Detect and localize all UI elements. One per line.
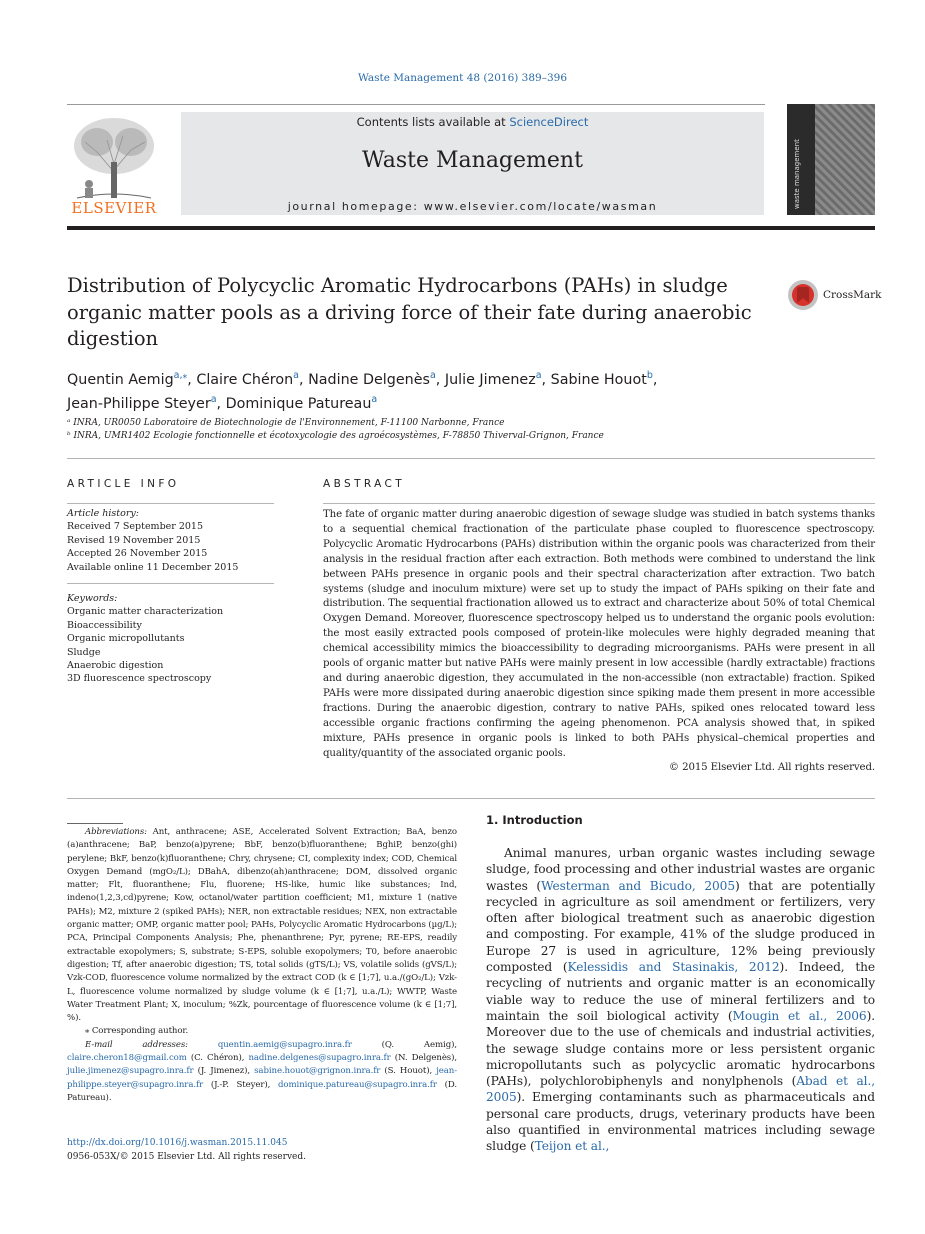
intro-paragraph [486, 845, 875, 1155]
journal-name: Waste Management [362, 148, 583, 173]
email-label: E-mail addresses: [85, 1039, 188, 1050]
body-rule [67, 798, 875, 799]
issn-line: 0956-053X/© 2015 Elsevier Ltd. All rights reserved. [67, 1151, 306, 1162]
history-label: Article history: [67, 508, 139, 519]
cover-spine [787, 104, 815, 215]
author-affiliation-mark[interactable]: a [210, 393, 217, 405]
cover-title: waste management [793, 139, 801, 209]
author-affiliation-mark[interactable]: a,⁎ [173, 370, 188, 381]
intro-text: ). Indeed, the recycling of nutrients and organic matter is an economically viable way to reduce the use of mineral fertilizers and to maintain the soil biological activity ( [486, 960, 875, 1023]
crossmark-label[interactable]: CrossMark [823, 289, 882, 301]
author-name: Quentin Aemig [67, 371, 174, 388]
intro-text: ) that are potentially recycled in agriculture as soil amendment or fertilizers, very often after biological treatment such as anaerobic digestion and composting. For example, 41% of the sludge produced in Europe 27 is used in agriculture, 12% being previously composted ( [486, 878, 875, 975]
keywords-label: Keywords: [67, 593, 118, 604]
email-owner: (C. Chéron), [186, 1053, 249, 1064]
email-note [67, 1039, 457, 1105]
abstract-rule [323, 503, 875, 504]
citation-link[interactable]: Kelessidis and Stasinakis, 2012 [567, 960, 780, 975]
keyword: Sludge [67, 646, 101, 658]
author-name: Julie Jimenez [444, 371, 536, 388]
history-received: Received 7 September 2015 [67, 521, 204, 533]
history-online: Available online 11 December 2015 [67, 561, 239, 573]
doi-link[interactable]: http://dx.doi.org/10.1016/j.wasman.2015.11.045 [67, 1138, 288, 1148]
author-list [67, 366, 787, 414]
homepage-url[interactable]: www.elsevier.com/locate/wasman [423, 200, 658, 213]
keyword: 3D fluorescence spectroscopy [67, 673, 212, 685]
author-separator: , [541, 371, 551, 388]
abbreviations-text: Ant, anthracene; ASE, Accelerated Solvent Extraction; BaA, benzo (a)anthracene; BaP, benzo(a)pyrene; BbF, benzo(b)fluoranthene; BghiP, benzo(ghi) perylene; BkF, benzo(k)fluoranthene; Chry, chrysene; CI, complexity index; COD, Chemical Oxygen Demand (mgO₂/L); DBahA, dibenzo(ah)anthracene; DOM, dissolved organic matter; Flt, fluoranthene; Flu, fluorene; HS-like, humic like substances; Ind, indeno(1,2,3,cd)pyrene; Kow, octanol/water partition coefficient; M1, mixture 1 (native PAHs); M2, mixture 2 (spiked PAHs); NER, non extractable residues; NEX, non extractable organic matter; OMP, organic matter pool; PAHs, Polycyclic Aromatic Hydrocarbons (µg/L); PCA, Principal Components Analysis; Phe, phenanthrene; Pyr, pyrene; RE-EPS, readily extractable exopolymers; S, substrate; S-EPS, soluble exopolymers; T0, before anaerobic digestion; Tf, after anaerobic digestion; TS, total solids (gTS/L); VS, volatile solids (gVS/L); Vzk-COD, fluorescence volume normalized by the extract COD (k ∈ [1;7], u.a./(gO₂/L); Vzk-L, fluorescence volume normalized by sludge volume (k ∈ [1;7], u.a./L); WWTP, Waste Water Treatment Plant; X, inoculum; %Zk, pourcentage of fluorescence volume (k ∈ [1;7], %). [67, 827, 457, 1024]
email-owner: (Q. Aemig), [351, 1039, 457, 1050]
sciencedirect-link[interactable]: ScienceDirect [509, 115, 589, 129]
email-link[interactable]: dominique.patureau@supagro.inra.fr [278, 1079, 437, 1090]
article-info-rule [67, 503, 274, 504]
author-separator: , [298, 371, 309, 388]
homepage-prefix: journal homepage: [287, 200, 424, 213]
email-link[interactable]: nadine.delgenes@supagro.inra.fr [248, 1053, 391, 1064]
keyword: Organic micropollutants [67, 633, 185, 645]
affiliation-a: ᵃ INRA, UR0050 Laboratoire de Biotechnologie de l'Environnement, F-11100 Narbonne, France [67, 418, 505, 428]
journal-cover-image [787, 104, 875, 215]
author-name: Nadine Delgenès [308, 371, 430, 388]
author-name: Sabine Houot [550, 371, 647, 388]
author-name: Claire Chéron [196, 371, 294, 388]
author-affiliation-mark[interactable]: a [293, 370, 299, 381]
cover-art [815, 104, 875, 215]
author-separator: , [435, 371, 445, 388]
article-info-heading: ARTICLE INFO [67, 478, 180, 490]
history-accepted: Accepted 26 November 2015 [67, 548, 208, 560]
email-link[interactable]: jean-philippe.steyer@supagro.inra.fr [67, 1066, 457, 1090]
footnote-rule [67, 823, 123, 824]
abstract-copyright: © 2015 Elsevier Ltd. All rights reserved. [668, 762, 875, 774]
corresponding-author-note: ⁎ Corresponding author. [85, 1026, 189, 1037]
intro-text: ). Moreover due to the use of chemicals and industrial activities, the sewage sludge contains more or less persistent organic micropollutants such as polycyclic aromatic hydrocarbons (PAHs), polychlorobiphenyls and nonylphenols ( [486, 1008, 876, 1089]
author-separator: , [652, 371, 658, 388]
contents-prefix: Contents lists available at [356, 115, 510, 129]
journal-homepage [181, 200, 764, 213]
footnotes [67, 826, 457, 1105]
article-history [67, 507, 238, 574]
doi-block [67, 1137, 306, 1164]
section-rule [67, 458, 875, 459]
author-affiliation-mark[interactable]: a [429, 370, 436, 381]
email-owner: (J.-P. Steyer), [203, 1079, 279, 1090]
intro-text: ). Emerging contaminants such as pharmaceuticals and personal care products, drugs, veterinary products have been also quantified in environmental matrices including sewage sludge ( [486, 1090, 875, 1154]
affiliation-b: ᵇ INRA, UMR1402 Ecologie fonctionnelle et écotoxycologie des agroécosystèmes, F-78850 Thiverval-Grignon, France [67, 431, 604, 441]
author-separator: , [216, 395, 226, 412]
email-owner: (S. Houot), [380, 1066, 437, 1077]
contents-line [181, 115, 764, 129]
publisher-name: ELSEVIER [71, 199, 157, 217]
email-owner: (J. Jimenez), [193, 1066, 255, 1077]
article-title: Distribution of Polycyclic Aromatic Hydrocarbons (PAHs) in sludge organic matter pools as a driving force of their fate during anaerobic digestion [67, 274, 752, 350]
abstract [323, 508, 875, 776]
email-link[interactable]: claire.cheron18@gmail.com [67, 1053, 187, 1064]
email-link[interactable]: quentin.aemig@supagro.inra.fr [217, 1039, 352, 1050]
abstract-heading: ABSTRACT [323, 478, 406, 490]
citation-link[interactable]: Westerman and Bicudo, 2005 [541, 878, 735, 893]
keyword: Bioaccessibility [67, 619, 142, 631]
author-affiliation-mark[interactable]: b [646, 370, 653, 381]
citation-link[interactable]: Abad et al., 2005 [486, 1074, 875, 1105]
keywords-rule [67, 583, 274, 584]
intro-heading: 1. Introduction [486, 813, 583, 827]
abbreviations-label: Abbreviations: [85, 827, 147, 837]
email-owner: (N. Delgenès), [390, 1053, 458, 1064]
intro-text: Animal manures, urban organic wastes including sewage sludge, food processing and other industrial wastes are organic wastes ( [486, 846, 875, 893]
email-link[interactable]: sabine.houot@grignon.inra.fr [254, 1066, 381, 1077]
crossmark-icon[interactable] [787, 279, 819, 311]
keyword: Organic matter characterization [67, 606, 224, 618]
journal-citation[interactable]: Waste Management 48 (2016) 389–396 [357, 72, 568, 84]
author-name: Dominique Patureau [225, 395, 372, 412]
author-affiliation-mark[interactable]: a [535, 370, 542, 381]
abstract-text: The fate of organic matter during anaerobic digestion of sewage sludge was studied in batch systems thanks to a sequential chemical fractionation of the particulate phase coupled to fluorescence spectroscopy. Polycyclic Aromatic Hydrocarbons (PAHs) distribution within the organic pools was characterized from their analysis in the residual fraction after each extraction. Both methods were combined to understand the link between PAHs presence in organic pools and their spectral characterization after extraction. Two batch systems (sludge and inoculum mixture) were set up to study the impact of PAHs spiking on their fate and distribution. The sequential fractionation allowed us to extract and characterize about 50% of total Chemical Oxygen Demand. Moreover, fluorescence spectroscopy helped us to understand the organic pools evolution: the most easily extracted pools composed of protein-like molecules were highly degraded meaning that chemical accessibility mimics the bioaccessibility to degrading microorganisms. PAHs were present in all pools of organic matter but native PAHs were mainly present in low accessible (hardly extractable) fractions and during anaerobic digestion, they accumulated in the non-accessible (non extractable) fraction. Spiked PAHs were more dissipated during anaerobic digestion since spiking made them present in more accessible fractions. During the anaerobic digestion, contrary to native PAHs, spiked ones relocated toward less accessible organic fractions confirming the ageing phenomenon. PCA analysis showed that, in spiked mixture, PAHs presence in organic pools is linked to both PAHs physical–chemical properties and quality/quantity of the associated organic pools. [323, 509, 875, 759]
keywords [67, 592, 223, 686]
author-name: Jean-Philippe Steyer [67, 395, 211, 412]
citation-link[interactable]: Teijon et al., [534, 1139, 610, 1154]
journal-banner [181, 112, 764, 215]
header-divider [67, 226, 875, 230]
abbreviations-note [67, 826, 457, 1025]
email-link[interactable]: julie.jimenez@supagro.inra.fr [67, 1066, 194, 1077]
author-separator: , [187, 371, 197, 388]
keyword: Anaerobic digestion [67, 660, 164, 672]
email-owner: (D. Patureau). [67, 1079, 457, 1103]
history-revised: Revised 19 November 2015 [67, 534, 201, 546]
author-affiliation-mark[interactable]: a [371, 393, 378, 405]
citation-link[interactable]: Mougin et al., 2006 [732, 1008, 867, 1023]
header-rule [67, 104, 765, 105]
